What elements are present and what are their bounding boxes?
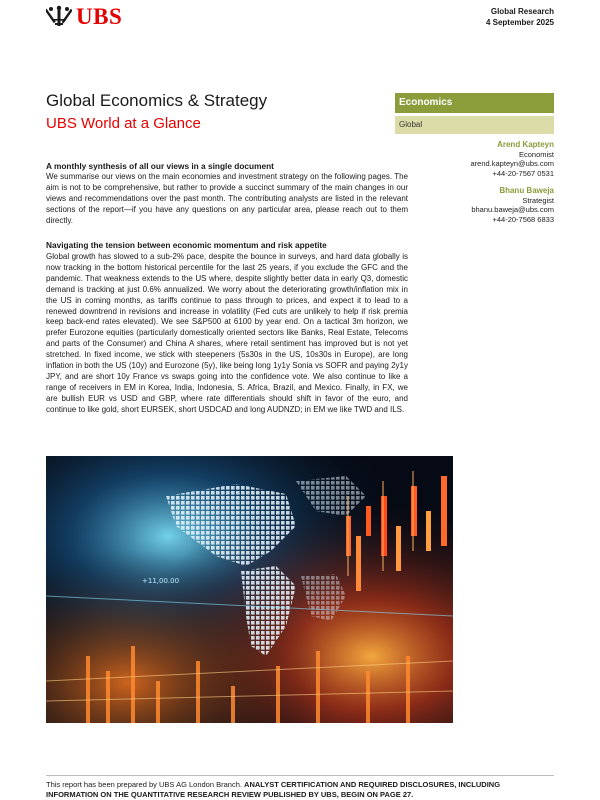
footer-disclosure [46,780,554,799]
analyst-role: Economist [518,149,554,159]
analyst-list [471,140,555,232]
analyst-role: Strategist [522,195,554,205]
analyst-card [471,140,555,178]
section-body: Global growth has slowed to a sub-2% pace, despite the bounce in surveys, and hard data globally is now tracking in the bottom historical percentile for the last 25 years, if you exclude the GFC and the pandemic. That weakness extends to the US where, despite slightly better data in early Q3, domestic demand is tracking at just 0.6% annualized. We worry about the deteriorating growth/inflation mix in the US in coming months, as tariffs continue to pass through to prices, and expect it to lead to a renewed downtrend in revisions and increase in volatility (Fed cuts are unlikely to help if risk premia keep back-end rates elevated). We see S&P500 at 6100 by year end. On a tactical 3m horizon, we prefer Eurozone equities (particularly domestically oriented sectors like Banks, Real Estate, Telecoms and parts of the Consumer) and China A shares, where retail sentiment has improved but is not yet stretched. In fixed income, we stick with steepeners (5s30s in the US, 10s30s in Europe), are long inflation in both the US (10y) and Eurozone (5y), like being long 1y1y Sonia vs SOFR and paying 2y1y JPY, and are short 10y France vs swaps going into the confidence vote. We also continue to like a range of receivers in EM in Korea, India, Indonesia, S. Africa, Brazil, and Mexico. Finally, in FX, we are bullish EUR vs USD and GBP, where rate differentials should shift in favor of the euro, and continue to like gold, short EURSEK, short USDCAD and long AUDNZD; in EM we like TWD and ILS. [46,252,408,414]
report-date: 4 September 2025 [485,18,554,27]
world-market-illustration [46,456,453,723]
page-title: Global Economics & Strategy [46,91,268,110]
analyst-phone: +44-20-7567 0531 [492,168,554,178]
brand-name: UBS [76,4,123,29]
ubs-logo [46,4,122,30]
header-meta [486,6,554,28]
footer-bold-text[interactable]: ANALYST CERTIFICATION AND REQUIRED DISCLOSURES, INCLUDING INFORMATION ON THE QUANTITATIVE RESEARCH REVIEW PUBLISHED BY UBS, BEGIN ON PAGE 27. [46,780,501,799]
analyst-email[interactable]: arend.kapteyn@ubs.com [470,159,554,168]
ubs-keys-logo-icon [46,5,72,29]
hero-image [46,456,453,723]
section-body: We summarise our views on the main economies and investment strategy on the following pages. The aim is not to be comprehensive, but rather to provide a succinct summary of the main changes in our views and recommendations over the past month. The contributing analysts are listed in the relevant sections of the report—if you have any questions on any particular area, please reach out to them directly. [46,172,408,225]
analyst-phone: +44-20-7568 6833 [492,214,554,224]
image-overlay-number: +11,00.00 [142,577,180,585]
analyst-name: Arend Kapteyn [497,140,554,149]
analyst-card [471,186,555,224]
region-bar: Global [395,116,554,134]
section-heading: Navigating the tension between economic momentum and risk appetite [46,240,327,250]
analyst-name: Bhanu Baweja [499,186,554,195]
page-subtitle: UBS World at a Glance [46,115,201,132]
section-heading: A monthly synthesis of all our views in a single document [46,161,274,171]
analyst-email[interactable]: bhanu.baweja@ubs.com [471,205,554,214]
footer-divider [46,775,554,776]
footer-text: This report has been prepared by UBS AG London Branch. [46,780,242,789]
category-bar: Economics [395,93,554,113]
research-label: Global Research [490,7,554,16]
